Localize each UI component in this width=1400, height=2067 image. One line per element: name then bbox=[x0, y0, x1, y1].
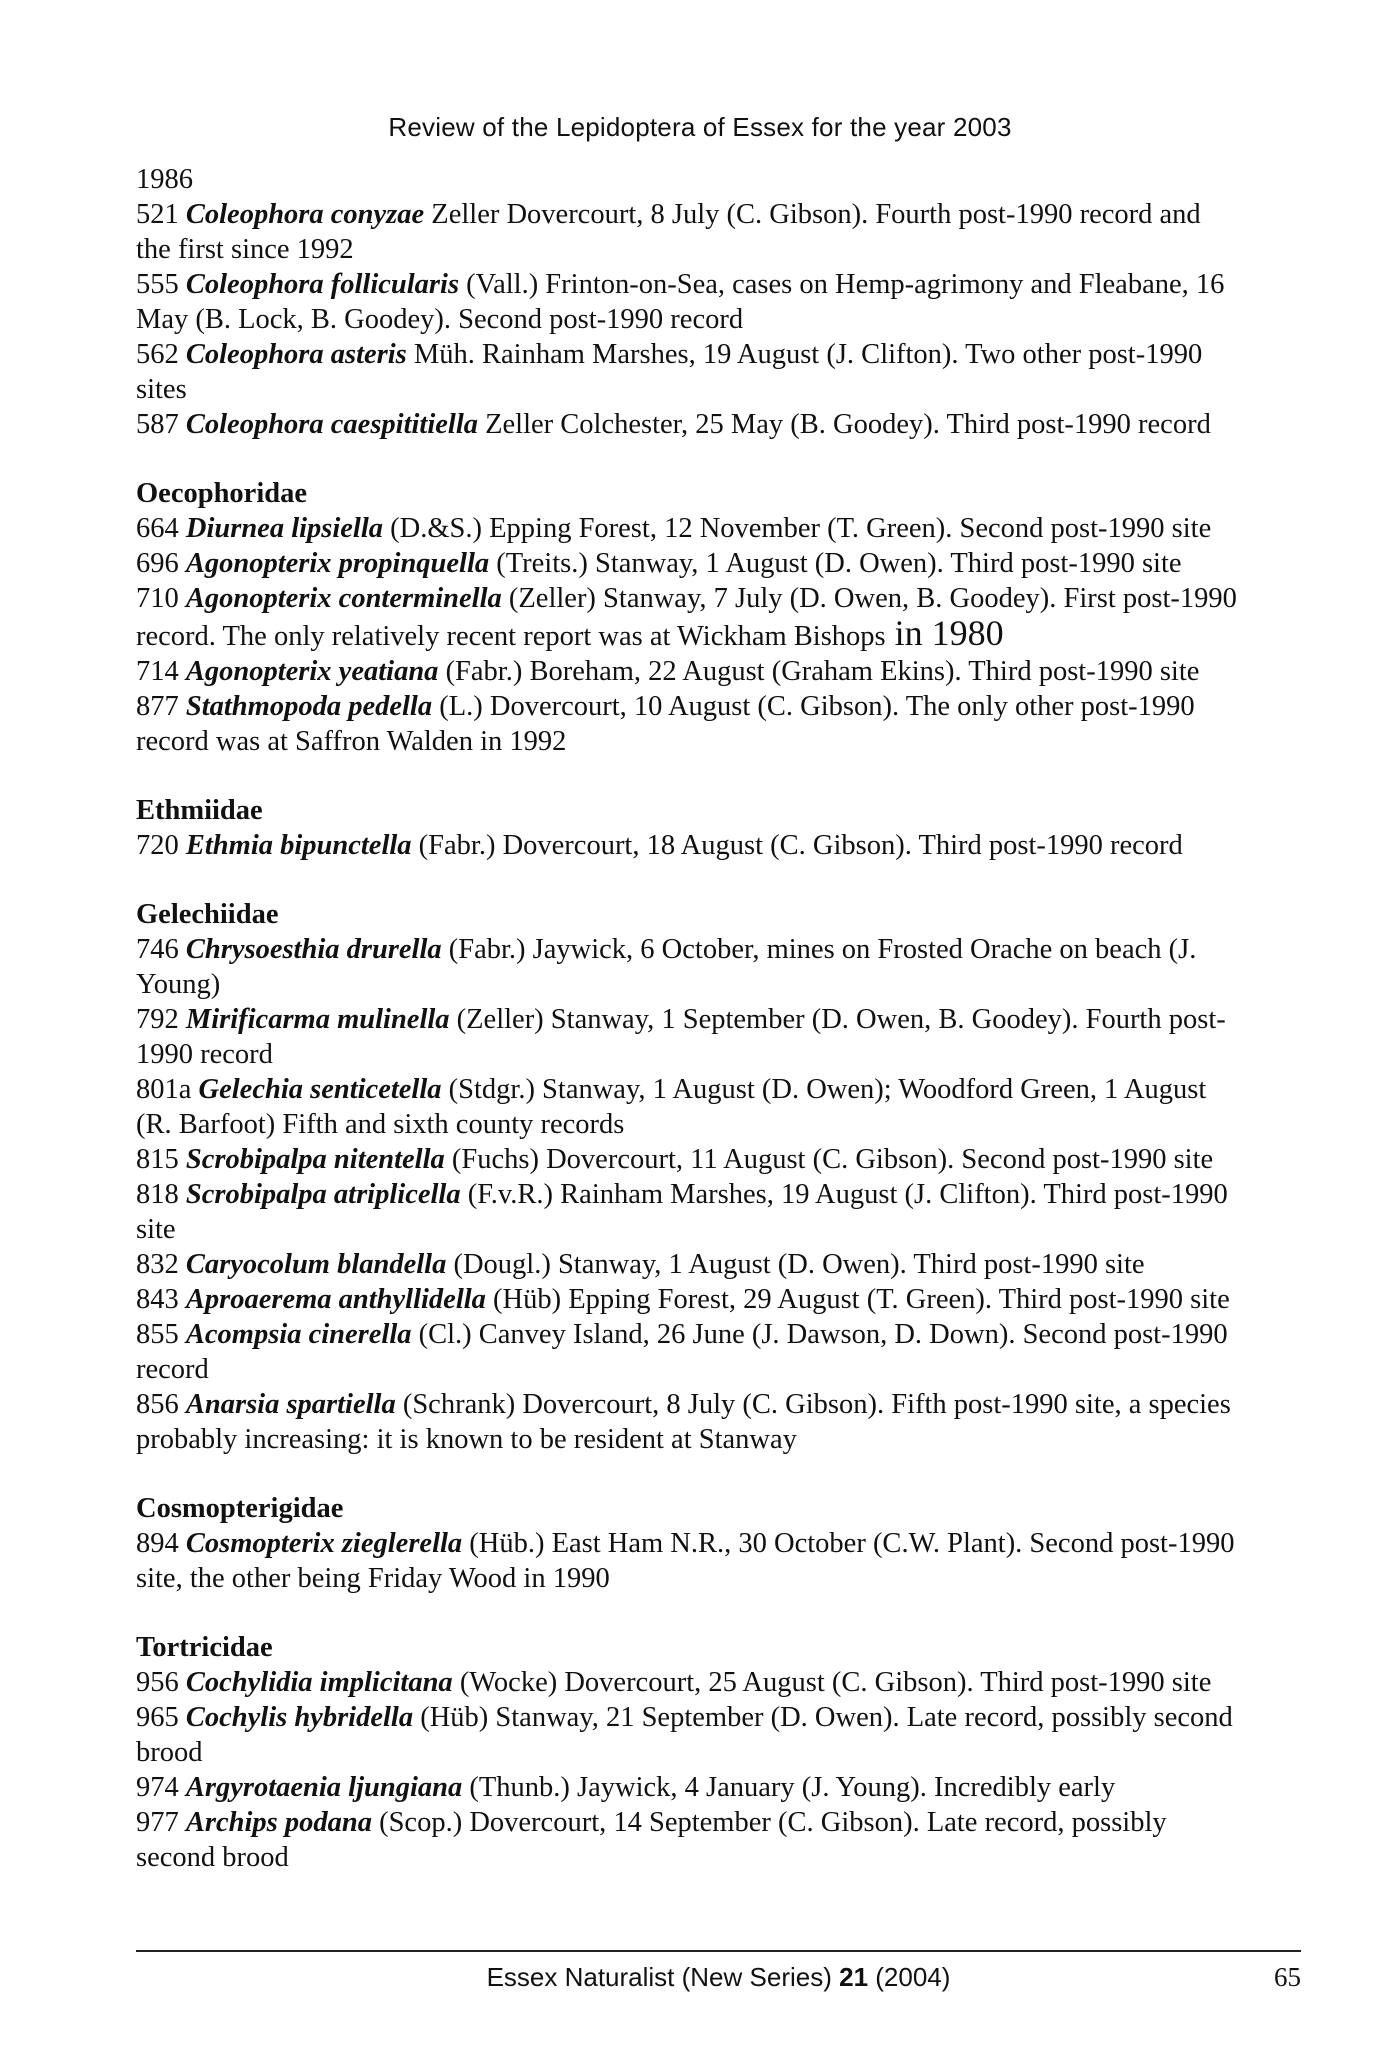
record-details: (Schrank) Dovercourt, 8 July (C. Gibson). Fifth post-1990 site, a species bbox=[395, 1389, 1231, 1420]
record-text: 843 bbox=[136, 1284, 186, 1315]
record-line bbox=[136, 302, 1306, 337]
family-sections bbox=[136, 476, 1306, 1875]
species-name: Acompsia cinerella bbox=[185, 1319, 412, 1350]
record-text: 956 bbox=[136, 1667, 186, 1698]
record-text: 1986 bbox=[136, 164, 193, 195]
record-line bbox=[136, 1840, 1306, 1875]
record-text: 792 bbox=[136, 1004, 186, 1035]
species-name: Aproaerema anthyllidella bbox=[185, 1284, 486, 1315]
family-section bbox=[136, 476, 1306, 759]
record-details: (Fabr.) Boreham, 22 August (Graham Ekins). Third post-1990 site bbox=[438, 656, 1200, 687]
species-name: Coleophora caespititiella bbox=[185, 409, 478, 440]
journal-year: (2004) bbox=[875, 1962, 951, 1992]
record-details: (Dougl.) Stanway, 1 August (D. Owen). Third post-1990 site bbox=[446, 1249, 1145, 1280]
species-record-line bbox=[136, 197, 1306, 232]
record-line bbox=[136, 162, 1306, 197]
record-text: probably increasing: it is known to be resident at Stanway bbox=[136, 1424, 797, 1455]
species-name: Ethmia bipunctella bbox=[185, 830, 412, 861]
species-name: Chrysoesthia drurella bbox=[185, 934, 442, 965]
species-name: Cochylidia implicitana bbox=[185, 1667, 453, 1698]
record-text: 856 bbox=[136, 1389, 186, 1420]
record-text: 974 bbox=[136, 1772, 186, 1803]
species-name: Agonopterix yeatiana bbox=[185, 656, 439, 687]
record-details: Müh. Rainham Marshes, 19 August (J. Clifton). Two other post-1990 bbox=[406, 339, 1203, 370]
volume-number: 21 bbox=[839, 1962, 869, 1992]
record-details: (Cl.) Canvey Island, 26 June (J. Dawson, D. Down). Second post-1990 bbox=[411, 1319, 1228, 1350]
species-record-line bbox=[136, 1317, 1306, 1352]
record-line bbox=[136, 1107, 1306, 1142]
family-heading: Cosmopterigidae bbox=[136, 1493, 344, 1524]
species-record-line bbox=[136, 828, 1306, 863]
record-details: (Treits.) Stanway, 1 August (D. Owen). Third post-1990 site bbox=[489, 548, 1182, 579]
record-text: 832 bbox=[136, 1249, 186, 1280]
main-content bbox=[136, 162, 1306, 1875]
journal-name: Essex Naturalist (New Series) bbox=[486, 1962, 832, 1992]
record-details: (Wocke) Dovercourt, 25 August (C. Gibson). Third post-1990 site bbox=[452, 1667, 1212, 1698]
record-details: (Fabr.) Jaywick, 6 October, mines on Frosted Orache on beach (J. bbox=[441, 934, 1197, 965]
record-text: 664 bbox=[136, 513, 186, 544]
record-details: (Zeller) Stanway, 1 September (D. Owen, B. Goodey). Fourth post- bbox=[449, 1004, 1226, 1035]
record-text: 965 bbox=[136, 1702, 186, 1733]
record-text: 710 bbox=[136, 583, 186, 614]
species-name: Cochylis hybridella bbox=[185, 1702, 414, 1733]
record-details: (Stdgr.) Stanway, 1 August (D. Owen); Woodford Green, 1 August bbox=[441, 1074, 1207, 1105]
record-details: (Hüb.) East Ham N.R., 30 October (C.W. Plant). Second post-1990 bbox=[462, 1528, 1235, 1559]
page-footer bbox=[136, 1962, 1301, 2002]
species-name: Diurnea lipsiella bbox=[185, 513, 384, 544]
species-name: Agonopterix conterminella bbox=[185, 583, 502, 614]
record-line bbox=[136, 1561, 1306, 1596]
record-text: record was at Saffron Walden in 1992 bbox=[136, 726, 567, 757]
record-line bbox=[136, 232, 1306, 267]
record-text: 977 bbox=[136, 1807, 186, 1838]
record-line bbox=[136, 1212, 1306, 1247]
record-text: 877 bbox=[136, 691, 186, 722]
record-details: (Scop.) Dovercourt, 14 September (C. Gibson). Late record, possibly bbox=[371, 1807, 1167, 1838]
record-line bbox=[136, 1422, 1306, 1457]
record-text: 587 bbox=[136, 409, 186, 440]
species-name: Coleophora conyzae bbox=[185, 199, 425, 230]
family-heading: Oecophoridae bbox=[136, 478, 307, 509]
record-text: 521 bbox=[136, 199, 186, 230]
species-name: Scrobipalpa atriplicella bbox=[185, 1179, 461, 1210]
record-text: 894 bbox=[136, 1528, 186, 1559]
record-line bbox=[136, 1735, 1306, 1770]
family-heading: Ethmiidae bbox=[136, 795, 263, 826]
record-text: 714 bbox=[136, 656, 186, 687]
species-name: Caryocolum blandella bbox=[185, 1249, 447, 1280]
species-record-line bbox=[136, 932, 1306, 967]
record-text: site, the other being Friday Wood in 1990 bbox=[136, 1563, 610, 1594]
record-text: 746 bbox=[136, 934, 186, 965]
family-section bbox=[136, 793, 1306, 863]
record-year-large: in 1980 bbox=[885, 613, 1004, 653]
species-record-line bbox=[136, 1665, 1306, 1700]
species-record-line bbox=[136, 654, 1306, 689]
species-record-line bbox=[136, 267, 1306, 302]
species-name: Agonopterix propinquella bbox=[185, 548, 490, 579]
footer-rule bbox=[136, 1950, 1301, 1952]
species-record-line bbox=[136, 1805, 1306, 1840]
species-record-line bbox=[136, 1142, 1306, 1177]
family-section bbox=[136, 1491, 1306, 1596]
record-text: site bbox=[136, 1214, 176, 1245]
species-name: Argyrotaenia ljungiana bbox=[185, 1772, 463, 1803]
species-name: Archips podana bbox=[185, 1807, 372, 1838]
species-name: Gelechia senticetella bbox=[198, 1074, 442, 1105]
species-record-line bbox=[136, 581, 1306, 616]
continuation-block bbox=[136, 162, 1306, 442]
record-details: (Hüb) Stanway, 21 September (D. Owen). Late record, possibly second bbox=[413, 1702, 1233, 1733]
record-text: the first since 1992 bbox=[136, 234, 354, 265]
record-line bbox=[136, 372, 1306, 407]
species-record-line bbox=[136, 1387, 1306, 1422]
family-section bbox=[136, 897, 1306, 1457]
record-text: record bbox=[136, 1354, 209, 1385]
family-section bbox=[136, 1630, 1306, 1875]
record-text: second brood bbox=[136, 1842, 289, 1873]
record-details: Zeller Colchester, 25 May (B. Goodey). Third post-1990 record bbox=[478, 409, 1211, 440]
species-record-line bbox=[136, 407, 1306, 442]
record-text: 801a bbox=[136, 1074, 199, 1105]
species-record-line bbox=[136, 1002, 1306, 1037]
species-record-line bbox=[136, 1282, 1306, 1317]
record-text: brood bbox=[136, 1737, 203, 1768]
record-details: (F.v.R.) Rainham Marshes, 19 August (J. Clifton). Third post-1990 bbox=[460, 1179, 1228, 1210]
species-name: Coleophora asteris bbox=[185, 339, 407, 370]
record-text: 815 bbox=[136, 1144, 186, 1175]
species-record-line bbox=[136, 1526, 1306, 1561]
species-name: Mirificarma mulinella bbox=[185, 1004, 450, 1035]
species-record-line bbox=[136, 689, 1306, 724]
record-text: 855 bbox=[136, 1319, 186, 1350]
record-details: (Thunb.) Jaywick, 4 January (J. Young). Incredibly early bbox=[462, 1772, 1116, 1803]
record-text: May (B. Lock, B. Goodey). Second post-1990 record bbox=[136, 304, 744, 335]
species-record-line bbox=[136, 1700, 1306, 1735]
record-details: (Hüb) Epping Forest, 29 August (T. Green). Third post-1990 site bbox=[485, 1284, 1230, 1315]
record-text: sites bbox=[136, 374, 187, 405]
page-number: 65 bbox=[1274, 1962, 1301, 1992]
species-record-line bbox=[136, 337, 1306, 372]
record-line bbox=[136, 1037, 1306, 1072]
species-record-line bbox=[136, 1072, 1306, 1107]
record-details: (L.) Dovercourt, 10 August (C. Gibson). The only other post-1990 bbox=[432, 691, 1195, 722]
record-text: record. The only relatively recent report was at Wickham Bishops bbox=[136, 621, 886, 652]
species-record-line bbox=[136, 546, 1306, 581]
running-header: Review of the Lepidoptera of Essex for the year 2003 bbox=[388, 112, 1012, 142]
species-record-line bbox=[136, 511, 1306, 546]
record-text: Young) bbox=[136, 969, 221, 1000]
record-line bbox=[136, 724, 1306, 759]
record-text: 1990 record bbox=[136, 1039, 273, 1070]
species-name: Scrobipalpa nitentella bbox=[185, 1144, 445, 1175]
record-line bbox=[136, 1352, 1306, 1387]
record-text: 818 bbox=[136, 1179, 186, 1210]
species-record-line bbox=[136, 1770, 1306, 1805]
record-details: (Fabr.) Dovercourt, 18 August (C. Gibson). Third post-1990 record bbox=[411, 830, 1183, 861]
species-name: Stathmopoda pedella bbox=[185, 691, 433, 722]
record-text: 555 bbox=[136, 269, 186, 300]
species-name: Anarsia spartiella bbox=[185, 1389, 396, 1420]
species-name: Coleophora follicularis bbox=[185, 269, 460, 300]
record-details: (Vall.) Frinton-on-Sea, cases on Hemp-agrimony and Fleabane, 16 bbox=[459, 269, 1225, 300]
record-line bbox=[136, 967, 1306, 1002]
record-text: 562 bbox=[136, 339, 186, 370]
record-details: (Zeller) Stanway, 7 July (D. Owen, B. Goodey). First post-1990 bbox=[501, 583, 1237, 614]
footer-journal-citation bbox=[136, 1962, 1301, 1993]
family-heading: Gelechiidae bbox=[136, 899, 279, 930]
species-record-line bbox=[136, 1247, 1306, 1282]
record-details: (D.&S.) Epping Forest, 12 November (T. Green). Second post-1990 site bbox=[383, 513, 1212, 544]
record-text: 696 bbox=[136, 548, 186, 579]
record-details: Zeller Dovercourt, 8 July (C. Gibson). Fourth post-1990 record and bbox=[424, 199, 1201, 230]
species-record-line bbox=[136, 1177, 1306, 1212]
record-text: 720 bbox=[136, 830, 186, 861]
record-details: (Fuchs) Dovercourt, 11 August (C. Gibson). Second post-1990 site bbox=[444, 1144, 1214, 1175]
record-line bbox=[136, 613, 1306, 654]
species-name: Cosmopterix zieglerella bbox=[185, 1528, 463, 1559]
record-text: (R. Barfoot) Fifth and sixth county records bbox=[136, 1109, 625, 1140]
family-heading: Tortricidae bbox=[136, 1632, 273, 1663]
